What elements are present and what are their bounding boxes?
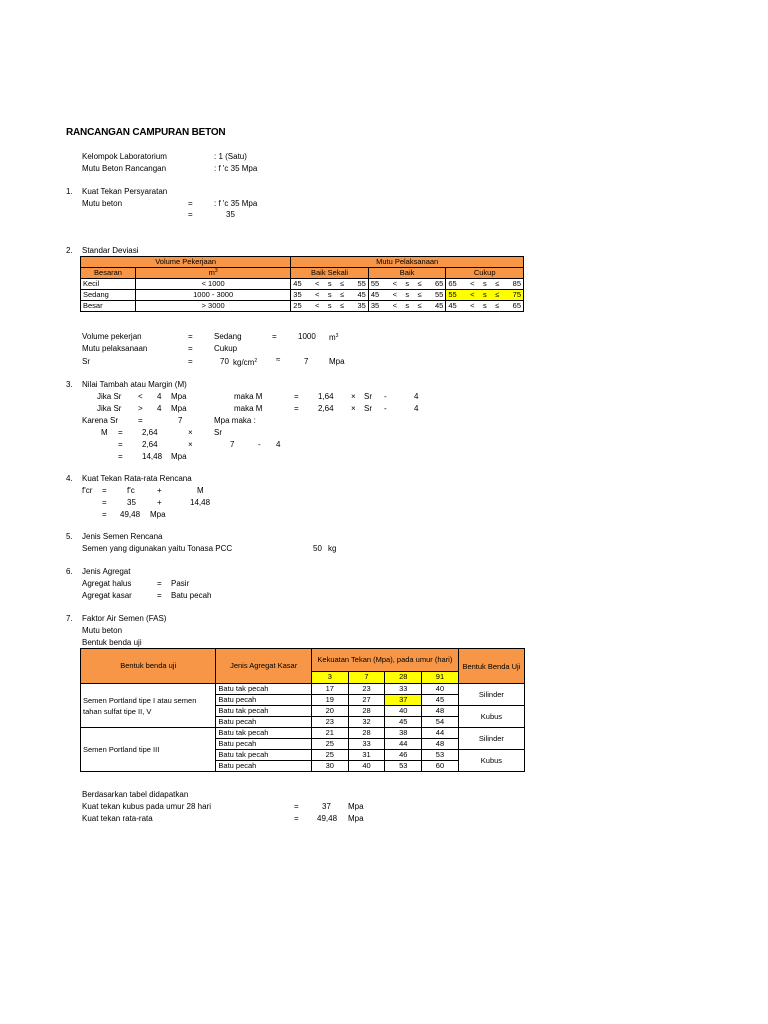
mpa: Mpa (348, 802, 364, 811)
plus: + (157, 498, 162, 507)
mpa: Mpa (150, 510, 166, 519)
l2-a: 2,64 (142, 440, 158, 449)
day-header: 28 (385, 671, 422, 683)
r1-x: × (351, 392, 356, 401)
s1-eq1: = (188, 199, 193, 208)
semen-qty: 50 (313, 544, 322, 553)
sr-label: Sr (82, 357, 90, 366)
shape-label: Silinder (458, 728, 524, 750)
fc-label: f'c (127, 486, 135, 495)
s5-num: 5. (66, 532, 73, 541)
s1-num: 1. (66, 187, 73, 196)
th-volume: Volume Pekerjaan (81, 257, 291, 268)
mp-value: Cukup (214, 344, 238, 353)
mutu-value: : f 'c 35 Mpa (214, 164, 258, 173)
r1-eq: = (294, 392, 299, 401)
day-header: 7 (348, 671, 385, 683)
th-mutu: Mutu Pelaksanaan (291, 257, 524, 268)
r2-op: > (138, 404, 143, 413)
th-baik: Baik (368, 268, 446, 279)
maka-label: Mpa maka : (214, 416, 256, 425)
s2-title: Standar Deviasi (82, 246, 139, 255)
group1-label: Semen Portland tipe I atau semen tahan sulfat tipe II, V (81, 684, 216, 728)
semen-line: Semen yang digunakan yaitu Tonasa PCC (82, 544, 233, 553)
day-header: 91 (422, 671, 459, 683)
s2-num: 2. (66, 246, 73, 255)
table-row: Batu pecah 30 40 53 60 (81, 761, 525, 772)
karena-label: Karena Sr (82, 416, 119, 425)
eq: = (118, 452, 123, 461)
table-row: Batu tak pecah 25 31 46 53 Kubus (81, 750, 525, 761)
r2-sr: Sr (364, 404, 372, 413)
th-m3: $m^3$ (136, 268, 291, 279)
eq: = (138, 416, 143, 425)
eq: = (188, 332, 193, 341)
mp-label: Mutu pelaksanaan (82, 344, 148, 353)
fcr-label: f'cr (82, 486, 93, 495)
eq: = (102, 510, 107, 519)
table-row: Batu pecah 19 27 37 45 (81, 695, 525, 706)
l3-u: Mpa (171, 452, 187, 461)
eq: = (272, 332, 277, 341)
s7-bentuk: Bentuk benda uji (82, 638, 142, 647)
fcr-result: 49,48 (120, 510, 141, 519)
s5-title: Jenis Semen Rencana (82, 532, 163, 541)
th-cukup: Cukup (446, 268, 524, 279)
kubus-value: 37 (322, 802, 331, 811)
sr-mpa: 7 (304, 357, 309, 366)
r1-sr: Sr (364, 392, 372, 401)
std-deviation-table (80, 256, 524, 312)
eq: = (157, 579, 162, 588)
r1-op: < (138, 392, 143, 401)
l2-c: 4 (276, 440, 281, 449)
s1-mutu-label: Mutu beton (82, 199, 123, 208)
r1-u: Mpa (171, 392, 187, 401)
approx: ≈ (276, 355, 281, 364)
s3-title: Nilai Tambah atau Margin (M) (82, 380, 187, 389)
eq: = (118, 440, 123, 449)
r1-n: 4 (414, 392, 419, 401)
s7-num: 7. (66, 614, 73, 623)
vp-value: Sedang (214, 332, 242, 341)
highlight-cell: 37 (385, 695, 422, 706)
l2-minus: - (258, 440, 261, 449)
eq: = (188, 344, 193, 353)
eq: = (102, 498, 107, 507)
s7-mutu: Mutu beton (82, 626, 123, 635)
table-row: Sedang 1000 - 3000 35 < s ≤ 45 45 < s ≤ 55 55 < s ≤ 75 (81, 290, 524, 301)
th-baik-sekali: Baik Sekali (291, 268, 369, 279)
eq: = (188, 357, 193, 366)
s4-title: Kuat Tekan Rata-rata Rencana (82, 474, 192, 483)
l1-b: Sr (214, 428, 222, 437)
table-row: Semen Portland tipe III Batu tak pecah 21 28 38 44 Silinder (81, 728, 525, 739)
page-title: RANCANGAN CAMPURAN BETON (66, 127, 226, 138)
table-row: Semen Portland tipe I atau semen tahan sulfat tipe II, V Batu tak pecah 17 23 33 40 Silinder (81, 684, 525, 695)
v1448: 14,48 (190, 498, 211, 507)
lab-value: : 1 (Satu) (214, 152, 247, 161)
table-row: Batu pecah 23 32 45 54 (81, 717, 525, 728)
kasar-label: Agregat kasar (82, 591, 132, 600)
eq: = (294, 814, 299, 823)
l1-x: × (188, 428, 193, 437)
s1-title: Kuat Tekan Persyaratan (82, 187, 168, 196)
table-row: Besar > 3000 25 < s ≤ 35 35 < s ≤ 45 45 < s ≤ 65 (81, 301, 524, 312)
r2-a: Jika Sr (97, 404, 122, 413)
r2-u: Mpa (171, 404, 187, 413)
s1-val1: : f 'c 35 Mpa (214, 199, 258, 208)
r2-eq: = (294, 404, 299, 413)
plus: + (157, 486, 162, 495)
v35: 35 (127, 498, 136, 507)
group2-label: Semen Portland tipe III (81, 728, 216, 772)
lab-label: Kelompok Laboratorium (82, 152, 167, 161)
rata-value: 49,48 (317, 814, 338, 823)
s7-title: Faktor Air Semen (FAS) (82, 614, 167, 623)
highlight-cell: 55 (446, 290, 466, 301)
mpa: Mpa (348, 814, 364, 823)
l1-a: 2,64 (142, 428, 158, 437)
r1-v: 4 (157, 392, 162, 401)
karena-value: 7 (178, 416, 183, 425)
r2-x: × (351, 404, 356, 413)
r2-n: 4 (414, 404, 419, 413)
eq: = (102, 486, 107, 495)
eq: = (294, 802, 299, 811)
r1-minus: - (384, 392, 387, 401)
shape-label: Silinder (458, 684, 524, 706)
l2-x: × (188, 440, 193, 449)
th-besaran: Besaran (81, 268, 136, 279)
th-bentuk2: Bentuk Benda Uji (458, 649, 524, 684)
r2-minus: - (384, 404, 387, 413)
vp-num: 1000 (298, 332, 316, 341)
s6-num: 6. (66, 567, 73, 576)
shape-label: Kubus (458, 750, 524, 772)
r1-k: 1,64 (318, 392, 334, 401)
s4-num: 4. (66, 474, 73, 483)
th-bentuk: Bentuk benda uji (81, 649, 216, 684)
r2-m: maka M (234, 404, 263, 413)
r2-v: 4 (157, 404, 162, 413)
eq: = (118, 428, 123, 437)
eq: = (157, 591, 162, 600)
mutu-label: Mutu Beton Rancangan (82, 164, 167, 173)
shape-label: Kubus (458, 706, 524, 728)
fas-table (80, 648, 525, 772)
sr-mpa-unit: Mpa (329, 357, 345, 366)
table-row: Batu tak pecah 20 28 40 48 Kubus (81, 706, 525, 717)
th-kekuatan: Kekuatan Tekan (Mpa), pada umur (hari) (311, 649, 458, 672)
l2-b: 7 (230, 440, 235, 449)
semen-unit: kg (328, 544, 337, 553)
halus-label: Agregat halus (82, 579, 132, 588)
r2-k: 2,64 (318, 404, 334, 413)
th-agregat: Jenis Agregat Kasar (216, 649, 312, 684)
sr-value: 70 (220, 357, 229, 366)
kasar-value: Batu pecah (171, 591, 212, 600)
s1-eq2: = (188, 210, 193, 219)
m-label: M (101, 428, 108, 437)
table-row: Kecil < 1000 45 < s ≤ 55 55 < s ≤ 65 65 < s ≤ 85 (81, 279, 524, 290)
m-label: M (197, 486, 204, 495)
s1-val2: 35 (226, 210, 235, 219)
table-row: Batu pecah 25 33 44 48 (81, 739, 525, 750)
halus-value: Pasir (171, 579, 190, 588)
r1-a: Jika Sr (97, 392, 122, 401)
s3-num: 3. (66, 380, 73, 389)
day-header: 3 (311, 671, 348, 683)
rata-label: Kuat tekan rata-rata (82, 814, 153, 823)
vp-label: Volume pekerjan (82, 332, 142, 341)
kubus-label: Kuat tekan kubus pada umur 28 hari (82, 802, 211, 811)
l3-a: 14,48 (142, 452, 163, 461)
s6-title: Jenis Agregat (82, 567, 131, 576)
vp-unit: $m^3$ (329, 333, 339, 342)
berdasar-line: Berdasarkan tabel didapatkan (82, 790, 189, 799)
sr-unit: $kg/cm^2$ (233, 358, 258, 367)
r1-m: maka M (234, 392, 263, 401)
